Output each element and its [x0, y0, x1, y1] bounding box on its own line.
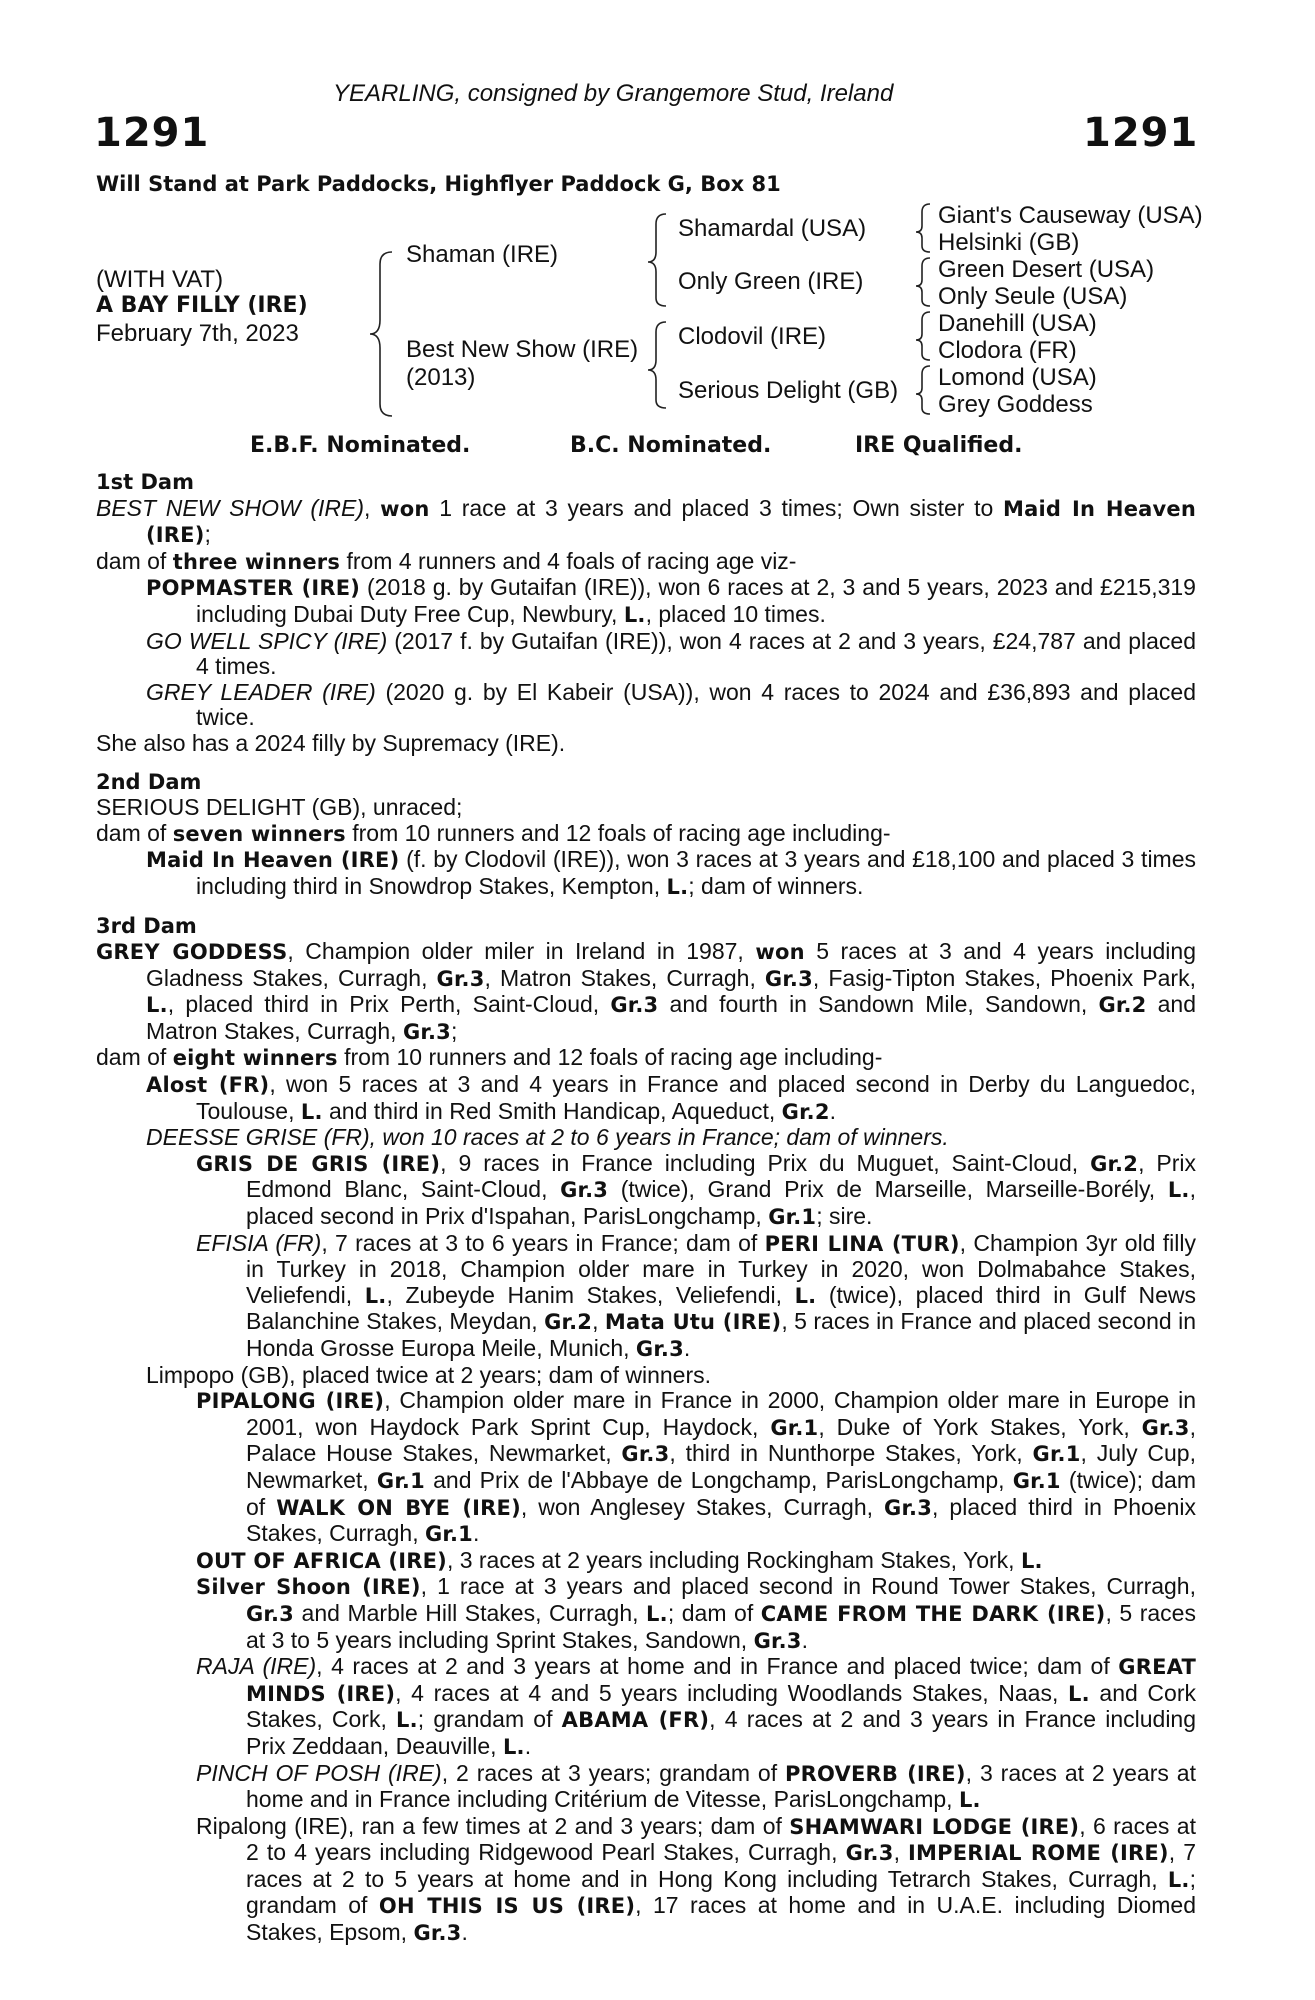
- grade: L.: [364, 1283, 387, 1308]
- stand-location: Will Stand at Park Paddocks, Highflyer Paddock G, Box 81: [96, 172, 781, 196]
- text: , placed second in Prix d'Ispahan, ParisLongchamp,: [246, 1176, 1196, 1230]
- grade: Gr.3: [753, 1628, 802, 1653]
- grade: Gr.3: [402, 1019, 451, 1044]
- text: .: [461, 1919, 468, 1946]
- text: , 4 races at 2 and 3 years at home and in France and placed twice; dam of: [316, 1653, 1119, 1680]
- text: , 6 races at 2 to 4 years including Ridgewood Pearl Stakes, Curragh,: [246, 1812, 1196, 1866]
- text: , won 10 races at 2 to 6 years in France; dam of winners.: [369, 1124, 949, 1151]
- sire-dam: Only Green (IRE): [678, 268, 864, 295]
- text: , 2 races at 3 years; grandam of: [441, 1759, 786, 1786]
- first-dam-produce-line: [96, 549, 1196, 576]
- pedigree-gen3-5: Danehill (USA): [938, 310, 1097, 337]
- text: , placed third in Prix Perth, Saint-Cloud,: [167, 991, 611, 1018]
- text: and fourth in Sandown Mile, Sandown,: [658, 991, 1099, 1018]
- horse-dob: February 7th, 2023: [96, 320, 299, 347]
- text: , Matron Stakes, Curragh,: [484, 964, 765, 991]
- lot-number-right: 1291: [1083, 110, 1199, 156]
- second-dam-produce-line: [96, 821, 1196, 848]
- produce-name: RAJA (IRE): [196, 1653, 317, 1680]
- winners-count: seven winners: [172, 821, 346, 846]
- grade: Gr.1: [424, 1522, 473, 1547]
- text: , Palace House Stakes, Newmarket,: [246, 1413, 1196, 1467]
- winners-rest: from 10 runners and 12 foals of racing age including-: [337, 1044, 883, 1071]
- grade: Gr.3: [436, 966, 485, 991]
- text: , 5 races at 3 to 5 years including Sprint Stakes, Sandown,: [246, 1599, 1196, 1653]
- produce-entry: [96, 1548, 1196, 1575]
- text: , won Anglesey Stakes, Curragh,: [520, 1493, 885, 1520]
- produce-name: WALK ON BYE (IRE): [276, 1495, 521, 1520]
- text: .: [683, 1335, 691, 1361]
- grade: L.: [146, 993, 168, 1018]
- pedigree-gen3-8: Grey Goddess: [938, 391, 1093, 418]
- grade: L.: [396, 1708, 418, 1733]
- grade: L.: [502, 1734, 525, 1759]
- text: , 4 races at 4 and 5 years including Woodlands Stakes, Naas,: [395, 1679, 1068, 1706]
- produce-name: ABAMA (FR): [561, 1708, 710, 1733]
- text: .: [524, 1732, 532, 1759]
- third-dam-heading: 3rd Dam: [96, 913, 197, 938]
- produce-name: OH THIS IS US (IRE): [378, 1894, 636, 1919]
- dam-year: (2013): [406, 364, 476, 391]
- produce-name: PERI LINA (TUR): [764, 1231, 960, 1256]
- brace-main: [370, 252, 392, 416]
- grade: Gr.1: [770, 1415, 819, 1440]
- text: , 7 races at 3 to 6 years in France; dam of: [321, 1229, 765, 1256]
- dam-dam: Serious Delight (GB): [678, 377, 899, 404]
- grade: L.: [646, 1601, 668, 1626]
- text: , 3 races at 2 years including Rockingham Stakes, York,: [446, 1546, 1021, 1573]
- sire-sire: Shamardal (USA): [678, 215, 867, 242]
- grade: Gr.1: [1012, 1468, 1061, 1493]
- pedigree-gen3-4: Only Seule (USA): [938, 283, 1128, 310]
- text: , Champion 3yr old filly in Turkey in 2018, Champion older mare in Turkey in 2020, won Dolmabahce Stakes, Veliefendi,: [246, 1229, 1197, 1308]
- text: .: [829, 1097, 837, 1124]
- pedigree-gen3-3: Green Desert (USA): [938, 256, 1155, 283]
- brace-sire: [648, 214, 666, 306]
- text: , 1 race at 3 years and placed second in Round Tower Stakes, Curragh,: [420, 1573, 1196, 1600]
- pedigree-brackets: [0, 0, 1315, 460]
- grade: Gr.2: [544, 1310, 593, 1335]
- produce-name: Silver Shoon (IRE): [196, 1575, 421, 1600]
- grade: Gr.2: [1098, 993, 1147, 1018]
- pedigree-gen3-6: Clodora (FR): [938, 337, 1077, 364]
- produce-entry: Limpopo (GB), placed twice at 2 years; dam of winners.: [146, 1361, 712, 1388]
- pedigree-gen3-1: Giant's Causeway (USA): [938, 202, 1203, 229]
- nomination-ire: IRE Qualified.: [855, 433, 1023, 458]
- grade: Gr.1: [768, 1205, 817, 1230]
- dam-name: GREY GODDESS: [96, 940, 288, 965]
- produce-text: (f. by Clodovil (IRE)), won 3 races at 3 years and £18,100 and placed 3 times including third in Snowdrop Stakes, Kempton,: [196, 846, 1197, 899]
- produce-name: IMPERIAL ROME (IRE): [908, 1841, 1169, 1866]
- dam-record-text: 1 race at 3 years and placed 3 times; Own sister to: [429, 494, 1004, 521]
- produce-entry: [96, 1151, 1196, 1231]
- text: and Marble Hill Stakes, Curragh,: [294, 1599, 647, 1626]
- grade: Gr.3: [413, 1921, 462, 1946]
- pedigree-gen3-7: Lomond (USA): [938, 364, 1097, 391]
- text: (twice); dam of: [246, 1466, 1196, 1520]
- grade: Gr.3: [560, 1178, 609, 1203]
- produce-entry: [96, 680, 1196, 731]
- sister-name: Maid In Heaven (IRE): [146, 496, 1196, 548]
- text: , 3 races at 2 years at home and in France including Critérium de Vitesse, ParisLongchamp,: [246, 1759, 1196, 1813]
- grade: L.: [1167, 1178, 1190, 1203]
- brace-dam: [648, 322, 666, 408]
- produce-text: (2018 g. by Gutaifan (IRE)), won 6 races at 2, 3 and 5 years, 2023 and £215,319 including Dubai Duty Free Cup, Newbury,: [196, 574, 1196, 627]
- winners-rest: from 10 runners and 12 foals of racing age including-: [345, 819, 891, 846]
- text: , July Cup, Newmarket,: [246, 1440, 1196, 1493]
- second-dam-line: SERIOUS DELIGHT (GB), unraced;: [96, 794, 463, 821]
- text: , 4 races at 2 and 3 years in France including Prix Zeddaan, Deauville,: [246, 1706, 1197, 1759]
- produce-entry: [96, 1072, 1196, 1125]
- dam-name: BEST NEW SHOW (IRE): [96, 494, 365, 521]
- text: , Duke of York Stakes, York,: [818, 1413, 1142, 1440]
- horse-name: A BAY FILLY (IRE): [96, 293, 308, 318]
- winners-count: eight winners: [172, 1046, 338, 1071]
- third-dam-record: [96, 939, 1196, 1045]
- produce-entry: [96, 1761, 1196, 1814]
- grade: Gr.3: [621, 1442, 670, 1467]
- dam: Best New Show (IRE): [406, 336, 639, 363]
- text: , Champion older miler in Ireland in 1987,: [287, 938, 756, 965]
- text: .: [472, 1520, 480, 1547]
- grade: Gr.3: [610, 993, 659, 1018]
- grade: Gr.3: [845, 1841, 894, 1866]
- produce-text: (2020 g. by El Kabeir (USA)), won 4 races to 2024 and £36,893 and placed twice.: [196, 678, 1197, 731]
- catalogue-body: [96, 470, 1196, 1947]
- text: , 9 races in France including Prix du Muguet, Saint-Cloud,: [440, 1149, 1091, 1176]
- grade: Gr.1: [1032, 1442, 1081, 1467]
- text: ,: [592, 1308, 605, 1335]
- produce-entry: [96, 1574, 1196, 1654]
- dam-of-prefix: dam of: [96, 1044, 173, 1071]
- lot-number-left: 1291: [94, 110, 210, 156]
- text: (twice), placed third in Gulf News Balanchine Stakes, Meydan,: [246, 1281, 1196, 1335]
- won-label: won: [755, 940, 805, 965]
- produce-entry: [96, 1388, 1196, 1548]
- produce-name: Alost (FR): [146, 1073, 270, 1098]
- grade: L.: [300, 1099, 323, 1124]
- produce-entry: [96, 629, 1196, 680]
- produce-text: , placed 10 times.: [645, 600, 826, 627]
- grade: Gr.3: [884, 1495, 933, 1520]
- text: , 17 races at home and in U.A.E. including Diomed Stakes, Epsom,: [246, 1892, 1196, 1946]
- grade: Gr.3: [246, 1601, 294, 1626]
- grade: L.: [1020, 1548, 1043, 1573]
- also-note: She also has a 2024 filly by Supremacy (IRE).: [96, 729, 566, 756]
- produce-entry: [96, 1125, 1196, 1151]
- produce-name: POPMASTER (IRE): [146, 576, 361, 601]
- text: , 5 races in France and placed second in Honda Grosse Europa Meile, Munich,: [246, 1308, 1197, 1361]
- first-dam-heading: 1st Dam: [96, 470, 194, 494]
- produce-name: OUT OF AFRICA (IRE): [196, 1548, 447, 1573]
- dam-sire: Clodovil (IRE): [678, 323, 827, 350]
- dam-of-prefix: dam of: [96, 819, 173, 846]
- text: .: [801, 1626, 808, 1653]
- grade: Gr.2: [781, 1099, 830, 1124]
- text: , Fasig-Tipton Stakes, Phoenix Park,: [812, 964, 1196, 991]
- text: , won 5 races at 3 and 4 years in France and placed second in Derby du Languedoc, Toulouse,: [196, 1071, 1196, 1124]
- pedigree-gen3-2: Helsinki (GB): [938, 229, 1080, 256]
- text: and third in Red Smith Handicap, Aqueduct,: [322, 1097, 782, 1124]
- text: , Prix Edmond Blanc, Saint-Cloud,: [246, 1149, 1196, 1203]
- winners-rest: from 4 runners and 4 foals of racing age viz-: [340, 547, 797, 574]
- text: and Prix de l'Abbaye de Longchamp, ParisLongchamp,: [424, 1466, 1013, 1493]
- produce-name: GO WELL SPICY (IRE): [146, 627, 388, 654]
- produce-name: GRIS DE GRIS (IRE): [196, 1151, 441, 1176]
- first-dam-record: BEST NEW SHOW (IRE), won 1 race at 3 years and placed 3 times; Own sister to Maid In Heaven (IRE);: [96, 494, 1196, 548]
- produce-name: SHAMWARI LODGE (IRE): [789, 1814, 1080, 1839]
- text: (twice), Grand Prix de Marseille, Marseille-Borély,: [608, 1176, 1168, 1203]
- grade: L.: [666, 874, 689, 899]
- won-label: won: [380, 496, 430, 521]
- nomination-bc: B.C. Nominated.: [570, 433, 772, 458]
- text: ; dam of: [667, 1599, 761, 1626]
- grade: Gr.1: [376, 1468, 425, 1493]
- text: , placed third in Phoenix Stakes, Curragh,: [246, 1493, 1196, 1547]
- produce-name: Mata Utu (IRE): [604, 1310, 782, 1335]
- text: ; grandam of: [246, 1865, 1196, 1919]
- grade: L.: [1067, 1681, 1090, 1706]
- text: Ripalong (IRE), ran a few times at 2 and 3 years; dam of: [196, 1812, 790, 1839]
- produce-entry: [96, 1654, 1196, 1760]
- text: and Cork Stakes, Cork,: [246, 1679, 1196, 1733]
- produce-text: (2017 f. by Gutaifan (IRE)), won 4 races at 2 and 3 years, £24,787 and placed 4 times.: [196, 627, 1196, 680]
- text: ; grandam of: [417, 1706, 562, 1733]
- produce-name: PIPALONG (IRE): [196, 1389, 385, 1414]
- grade: L.: [623, 602, 646, 627]
- produce-name: CAME FROM THE DARK (IRE): [760, 1601, 1106, 1626]
- produce-entry: [96, 1231, 1196, 1363]
- grade: L.: [958, 1788, 981, 1813]
- second-dam-heading: 2nd Dam: [96, 769, 202, 794]
- produce-name: EFISIA (FR): [196, 1229, 322, 1256]
- vat-note: (WITH VAT): [96, 266, 224, 293]
- text: ;: [450, 1017, 458, 1044]
- text: , 7 races at 2 to 5 years at home and in Hong Kong including Tetrarch Stakes, Curragh,: [246, 1839, 1197, 1892]
- nomination-ebf: E.B.F. Nominated.: [250, 433, 471, 458]
- text: and Matron Stakes, Curragh,: [146, 991, 1197, 1044]
- produce-name: PROVERB (IRE): [785, 1761, 966, 1786]
- produce-entry: [96, 847, 1196, 900]
- sire: Shaman (IRE): [406, 241, 559, 268]
- grade: Gr.3: [635, 1337, 684, 1361]
- produce-entry: [96, 1814, 1196, 1947]
- dam-of-prefix: dam of: [96, 547, 173, 574]
- produce-name: DEESSE GRISE (FR): [146, 1124, 370, 1151]
- produce-name: Maid In Heaven (IRE): [146, 848, 400, 873]
- consignor-line: YEARLING, consigned by Grangemore Stud, Ireland: [333, 80, 894, 107]
- grade: Gr.2: [1090, 1151, 1139, 1176]
- grade: Gr.3: [764, 966, 813, 991]
- text: ,: [893, 1839, 909, 1866]
- produce-name: GREY LEADER (IRE): [146, 678, 376, 705]
- grade: L.: [794, 1283, 817, 1308]
- text: ; sire.: [816, 1203, 873, 1230]
- produce-name: PINCH OF POSH (IRE): [196, 1759, 442, 1786]
- grade: Gr.3: [1141, 1415, 1190, 1440]
- text: , Zubeyde Hanim Stakes, Veliefendi,: [386, 1281, 795, 1308]
- third-dam-produce-line: [96, 1045, 1196, 1072]
- produce-text: ; dam of winners.: [688, 872, 864, 899]
- text: , third in Nunthorpe Stakes, York,: [669, 1440, 1033, 1467]
- produce-name: GREAT MINDS (IRE): [246, 1655, 1196, 1706]
- text: , Champion older mare in France in 2000, Champion older mare in Europe in 2001, won Haydock Park Sprint Cup, Haydock,: [246, 1387, 1196, 1440]
- produce-entry: [96, 575, 1196, 628]
- winners-count: three winners: [172, 549, 341, 574]
- text: 5 races at 3 and 4 years including Gladness Stakes, Curragh,: [146, 938, 1196, 991]
- grade: L.: [1167, 1867, 1190, 1892]
